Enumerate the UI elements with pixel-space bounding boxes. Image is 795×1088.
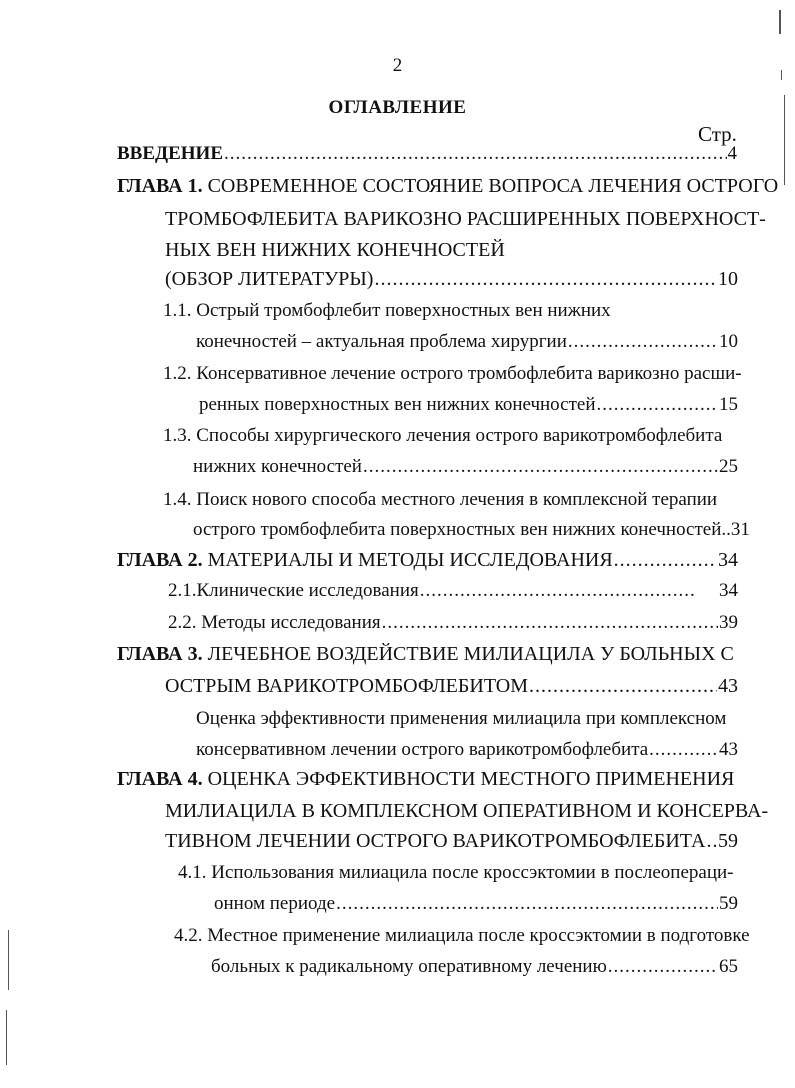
toc-entry-page: 39 — [719, 612, 738, 633]
toc-entry-text: ТИВНОМ ЛЕЧЕНИИ ОСТРОГО ВАРИКОТРОМБОФЛЕБИТА — [165, 830, 706, 852]
toc-entry-chapter-3[interactable] — [117, 643, 747, 669]
toc-entry-chapter-4-cont[interactable] — [165, 830, 738, 856]
toc-entry-section-1-4[interactable] — [163, 489, 738, 515]
toc-entry-text: консервативном лечении острого варикотромбофлебита — [196, 739, 649, 760]
dot-leader — [568, 331, 718, 353]
toc-entry-label: ВВЕДЕНИЕ — [117, 143, 223, 164]
dot-leader — [382, 612, 718, 634]
dot-leader — [597, 394, 719, 416]
dot-leader — [336, 893, 718, 915]
toc-entry-page: 34 — [718, 549, 738, 571]
toc-entry-page: 59 — [718, 830, 738, 852]
toc-entry-text: НЫХ ВЕН НИЖНИХ КОНЕЧНОСТЕЙ — [165, 239, 505, 261]
toc-entry-section-1-2[interactable] — [163, 363, 743, 389]
scan-artifact — [8, 930, 9, 990]
toc-chapter-label: ГЛАВА 1. — [117, 175, 203, 197]
toc-entry-text: 2.1.Клинические исследования — [168, 580, 419, 601]
toc-entry-text: 1.2. Консервативное лечение острого тромбофлебита варикозно расши- — [163, 363, 742, 384]
toc-entry-chapter-4[interactable] — [117, 768, 747, 794]
toc-entry-text: Оценка эффективности применения милиацила при комплексном — [196, 708, 727, 729]
toc-entry-text: ренных поверхностных вен нижних конечностей — [199, 394, 596, 415]
toc-entry-text: больных к радикальному оперативному лечению — [211, 956, 607, 977]
toc-entry-text: СОВРЕМЕННОЕ СОСТОЯНИЕ ВОПРОСА ЛЕЧЕНИЯ ОСТРОГО — [207, 175, 779, 197]
toc-entry-section-1-3[interactable] — [163, 425, 738, 451]
toc-entry-chapter-1-cont — [165, 208, 766, 234]
toc-entry-text: онном периоде — [214, 893, 336, 914]
dot-leader — [706, 830, 717, 853]
toc-entry-section-4-2[interactable] — [174, 925, 750, 951]
toc-entry-text: 1.3. Способы хирургического лечения острого варикотромбофлебита — [163, 425, 723, 446]
dot-leader — [608, 956, 718, 978]
toc-entry-chapter-1-cont — [165, 239, 745, 265]
toc-entry-page: 34 — [719, 580, 738, 601]
toc-entry-introduction[interactable] — [117, 143, 737, 169]
toc-entry-subsection-3[interactable] — [196, 708, 741, 734]
toc-entry-page: 4 — [727, 143, 737, 164]
toc-entry-text: 4.1. Использования милиацила после кроссэктомии в послеопераци- — [178, 862, 734, 883]
toc-entry-page: 25 — [719, 456, 738, 477]
toc-entry-section-1-4-cont[interactable] — [193, 519, 750, 545]
toc-entry-section-1-1-cont[interactable] — [196, 331, 738, 357]
scan-artifact — [779, 10, 781, 34]
toc-entry-section-4-1[interactable] — [178, 862, 743, 888]
toc-entry-section-2-2[interactable] — [168, 612, 738, 638]
toc-entry-section-4-2-cont[interactable] — [211, 956, 738, 982]
toc-entry-chapter-1-cont[interactable] — [165, 268, 738, 294]
page-number: 2 — [392, 55, 403, 76]
toc-entry-text: МИЛИАЦИЛА В КОМПЛЕКСНОМ ОПЕРАТИВНОМ И КОНСЕРВА- — [165, 800, 769, 822]
toc-chapter-label: ГЛАВА 3. — [117, 643, 203, 665]
dot-leader — [363, 456, 718, 478]
toc-entry-text: МАТЕРИАЛЫ И МЕТОДЫ ИССЛЕДОВАНИЯ — [207, 549, 613, 571]
toc-entry-page: 43 — [719, 739, 738, 760]
toc-chapter-label: ГЛАВА 2. — [117, 549, 203, 571]
dot-leader — [649, 739, 718, 761]
toc-entry-page: 10 — [718, 268, 738, 290]
toc-entry-page: 10 — [719, 331, 738, 352]
toc-entry-text: 4.2. Местное применение милиацила после кроссэктомии в подготовке — [174, 925, 750, 946]
toc-entry-chapter-4-cont — [165, 800, 769, 826]
page-title: ОГЛАВЛЕНИЕ — [328, 97, 467, 118]
toc-entry-text: 2.2. Методы исследования — [168, 612, 381, 633]
toc-entry-page: 59 — [719, 893, 738, 914]
toc-entry-text: 1.1. Острый тромбофлебит поверхностных вен нижних — [163, 300, 611, 321]
toc-entry-text: ЛЕЧЕБНОЕ ВОЗДЕЙСТВИЕ МИЛИАЦИЛА У БОЛЬНЫХ С — [207, 643, 734, 665]
toc-entry-chapter-3-cont[interactable] — [165, 675, 738, 701]
toc-entry-section-4-1-cont[interactable] — [214, 893, 738, 919]
toc-entry-section-1-2-cont[interactable] — [199, 394, 738, 420]
toc-entry-text: 1.4. Поиск нового способа местного лечения в комплексной терапии — [163, 489, 718, 510]
toc-entry-text: нижних конечностей — [193, 456, 362, 477]
dot-leader — [374, 268, 717, 291]
toc-entry-page: 15 — [719, 394, 738, 415]
dot-leader — [529, 675, 717, 698]
dot-leader — [614, 549, 717, 572]
toc-entry-section-1-1[interactable] — [163, 300, 738, 326]
toc-entry-text: ОЦЕНКА ЭФФЕКТИВНОСТИ МЕСТНОГО ПРИМЕНЕНИЯ — [207, 768, 735, 790]
toc-chapter-label: ГЛАВА 4. — [117, 768, 203, 790]
toc-entry-section-1-3-cont[interactable] — [193, 456, 738, 482]
scan-artifact — [781, 70, 782, 80]
toc-entry-chapter-2[interactable] — [117, 549, 738, 575]
toc-entry-text: ОСТРЫМ ВАРИКОТРОМБОФЛЕБИТОМ — [165, 675, 528, 697]
dot-leader — [224, 143, 727, 165]
toc-entry-text: ТРОМБОФЛЕБИТА ВАРИКОЗНО РАСШИРЕННЫХ ПОВЕРХНОСТ- — [165, 208, 766, 230]
scan-artifact — [784, 95, 785, 185]
toc-entry-text: острого тромбофлебита поверхностных вен нижних конечностей..31 — [193, 519, 750, 540]
toc-entry-subsection-3-cont[interactable] — [196, 739, 738, 765]
toc-entry-chapter-1[interactable] — [117, 175, 779, 201]
scan-artifact — [6, 1010, 7, 1065]
toc-entry-page: 65 — [719, 956, 738, 977]
toc-entry-section-2-1[interactable] — [168, 580, 738, 606]
toc-entry-text: конечностей – актуальная проблема хирургии — [196, 331, 567, 352]
page-column-label: Стр. — [698, 122, 737, 146]
toc-entry-text: (ОБЗОР ЛИТЕРАТУРЫ) — [165, 268, 374, 290]
dot-leader — [420, 580, 697, 602]
toc-entry-page: 43 — [718, 675, 738, 697]
